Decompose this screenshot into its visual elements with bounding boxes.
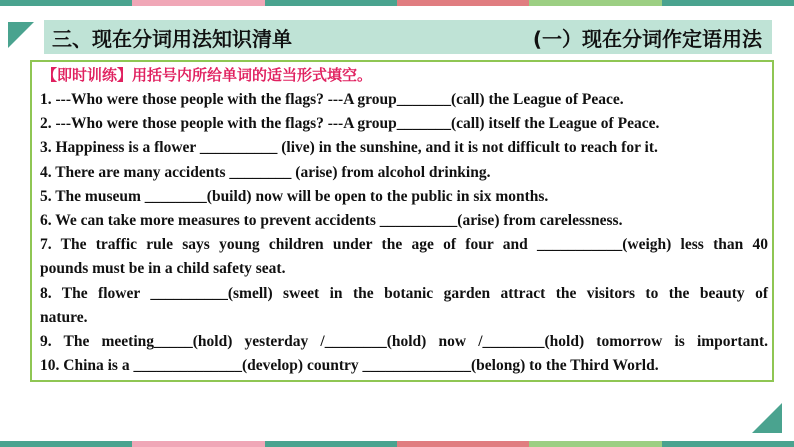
- exercise-line: 4. There are many accidents ________ (arise) from alcohol drinking.: [40, 163, 491, 181]
- bottom-bar-segment: [132, 441, 264, 447]
- exercise-prompt: 【即时训练】用括号内所给单词的适当形式填空。: [42, 66, 373, 84]
- top-bar-segment: [132, 0, 264, 6]
- exercise-line: 1. ---Who were those people with the flags? ---A group_______(call) the League of Peace.: [40, 91, 624, 108]
- bottom-bar-segment: [662, 441, 794, 447]
- section-header: [44, 20, 772, 54]
- corner-triangle-decoration: [8, 22, 34, 48]
- bottom-bar-segment: [529, 441, 661, 447]
- exercise-line: 3. Happiness is a flower __________ (live) in the sunshine, and it is not difficult to reach for it.: [40, 139, 658, 157]
- bottom-bar-segment: [397, 441, 529, 447]
- bottom-color-bar: [0, 441, 794, 447]
- corner-triangle-decoration: [752, 403, 782, 433]
- top-bar-segment: [662, 0, 794, 6]
- top-bar-segment: [265, 0, 397, 6]
- top-bar-segment: [0, 0, 132, 6]
- exercise-line: nature.: [40, 308, 88, 326]
- exercise-line: 9. The meeting_____(hold) yesterday /________(hold) now /________(hold) tomorrow is important.: [40, 333, 768, 351]
- top-bar-segment: [529, 0, 661, 6]
- exercise-line: 6. We can take more measures to prevent accidents __________(arise) from carelessness.: [40, 212, 623, 230]
- exercise-lines: [40, 88, 768, 378]
- subsection-title: (一）现在分词作定语用法: [532, 26, 762, 51]
- exercise-line: 7. The traffic rule says young children under the age of four and ___________(weigh) less than 40: [40, 236, 768, 254]
- top-color-bar: [0, 0, 794, 6]
- exercise-line: 2. ---Who were those people with the flags? ---A group_______(call) itself the League of Peace.: [40, 115, 660, 133]
- exercise-card: [30, 60, 774, 382]
- section-title: 三、现在分词用法知识清单: [52, 26, 292, 51]
- bottom-bar-segment: [265, 441, 397, 447]
- exercise-line: 10. China is a ______________(develop) country ______________(belong) to the Third World.: [40, 357, 659, 375]
- top-bar-segment: [397, 0, 529, 6]
- exercise-line: 8. The flower __________(smell) sweet in the botanic garden attract the visitors to the beauty of: [40, 284, 768, 302]
- bottom-bar-segment: [0, 441, 132, 447]
- exercise-line: pounds must be in a child safety seat.: [40, 260, 286, 278]
- exercise-line: 5. The museum ________(build) now will be open to the public in six months.: [40, 187, 549, 205]
